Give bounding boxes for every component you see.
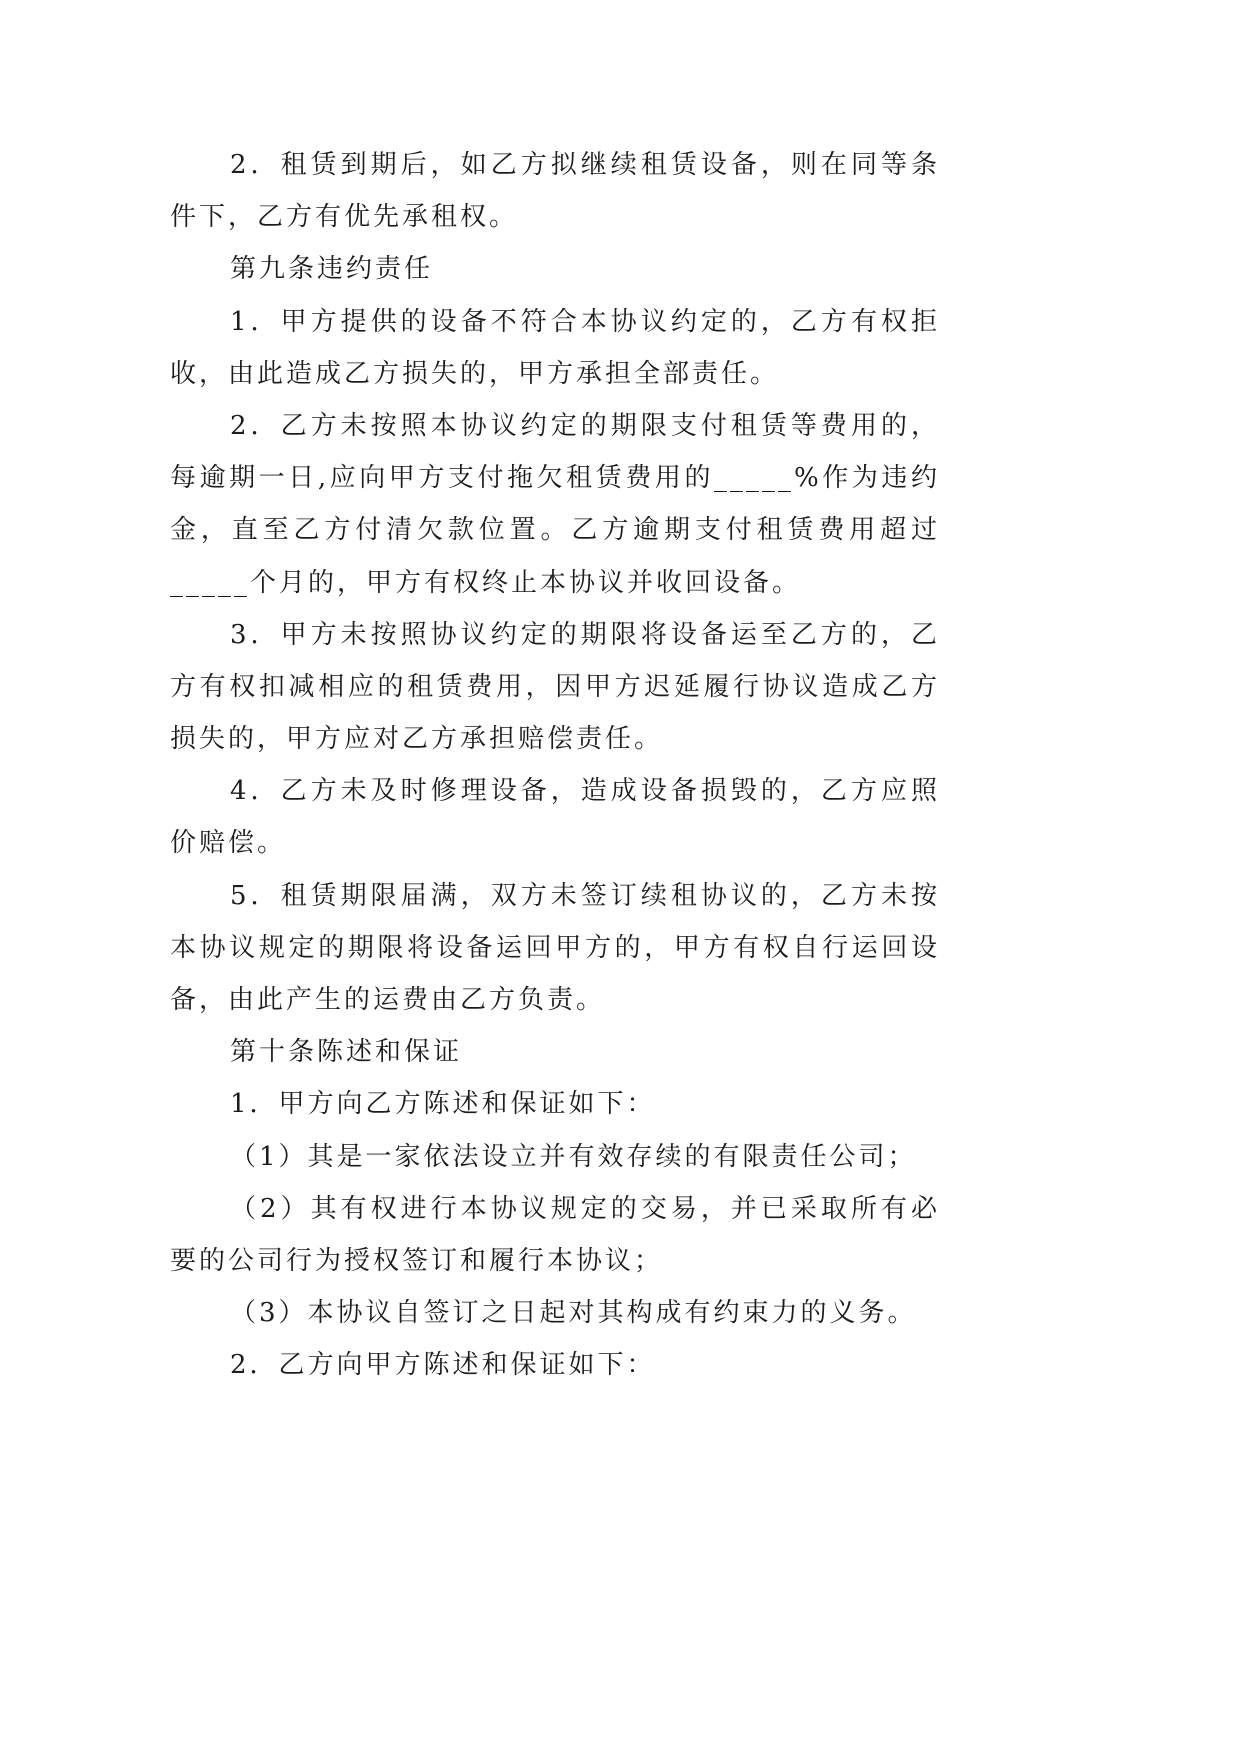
article-10-item-1-sub-1	[170, 1131, 940, 1183]
document-body	[170, 139, 940, 1392]
paragraph-line: 要的公司行为授权签订和履行本协议；	[170, 1245, 664, 1276]
paragraph-line: _____个月的，甲方有权终止本协议并收回设备。	[170, 567, 802, 598]
paragraph-line: 价赔偿。	[170, 828, 287, 859]
paragraph-line: 1．甲方向乙方陈述和保证如下：	[230, 1089, 656, 1120]
paragraph-line: 损失的，甲方应对乙方承担赔偿责任。	[170, 724, 664, 755]
article-10-item-1-sub-3	[170, 1287, 940, 1339]
paragraph-line: 备，由此产生的运费由乙方负责。	[170, 985, 606, 1015]
paragraph-line: （3）本协议自签订之日起对其构成有约束力的义务。	[230, 1298, 917, 1329]
article-10-item-1	[170, 1078, 940, 1130]
article-9-heading	[170, 243, 940, 295]
paragraph-line: 2．乙方未按照本协议约定的期限支付租赁等费用的，	[230, 410, 940, 441]
article-10-heading	[170, 1026, 940, 1078]
article-9-item-3	[170, 609, 940, 766]
article-9-item-1	[170, 296, 940, 400]
section-heading: 第九条违约责任	[230, 254, 434, 285]
paragraph-line: 方有权扣减相应的租赁费用，因甲方迟延履行协议造成乙方	[170, 671, 940, 702]
paragraph-line: 4．乙方未及时修理设备，造成设备损毁的，乙方应照	[230, 776, 940, 807]
article-9-item-2	[170, 400, 940, 609]
paragraph-line: 金，直至乙方付清欠款位置。乙方逾期支付租赁费用超过	[170, 515, 940, 546]
article-8-item-2	[170, 139, 940, 243]
article-9-item-5	[170, 870, 940, 1027]
paragraph-line: 2．租赁到期后，如乙方拟继续租赁设备，则在同等条	[230, 150, 940, 180]
paragraph-line: 5．租赁期限届满，双方未签订续租协议的，乙方未按	[230, 880, 940, 911]
paragraph-line: 1．甲方提供的设备不符合本协议约定的，乙方有权拒	[230, 306, 940, 337]
paragraph-line: （1）其是一家依法设立并有效存续的有限责任公司；	[230, 1141, 917, 1172]
paragraph-line: 每逾期一日,应向甲方支付拖欠租赁费用的_____%作为违约	[170, 463, 940, 494]
paragraph-line: 3．甲方未按照协议约定的期限将设备运至乙方的，乙	[230, 619, 940, 650]
paragraph-line: 本协议规定的期限将设备运回甲方的，甲方有权自行运回设	[170, 932, 940, 963]
paragraph-line: 2．乙方向甲方陈述和保证如下：	[230, 1350, 656, 1381]
section-heading: 第十条陈述和保证	[230, 1037, 463, 1068]
paragraph-line: （2）其有权进行本协议规定的交易，并已采取所有必	[230, 1193, 940, 1224]
article-9-item-4	[170, 765, 940, 869]
paragraph-line: 收，由此造成乙方损失的，甲方承担全部责任。	[170, 358, 780, 389]
paragraph-line: 件下，乙方有优先承租权。	[170, 202, 519, 233]
article-10-item-2	[170, 1339, 940, 1391]
article-10-item-1-sub-2	[170, 1183, 940, 1287]
